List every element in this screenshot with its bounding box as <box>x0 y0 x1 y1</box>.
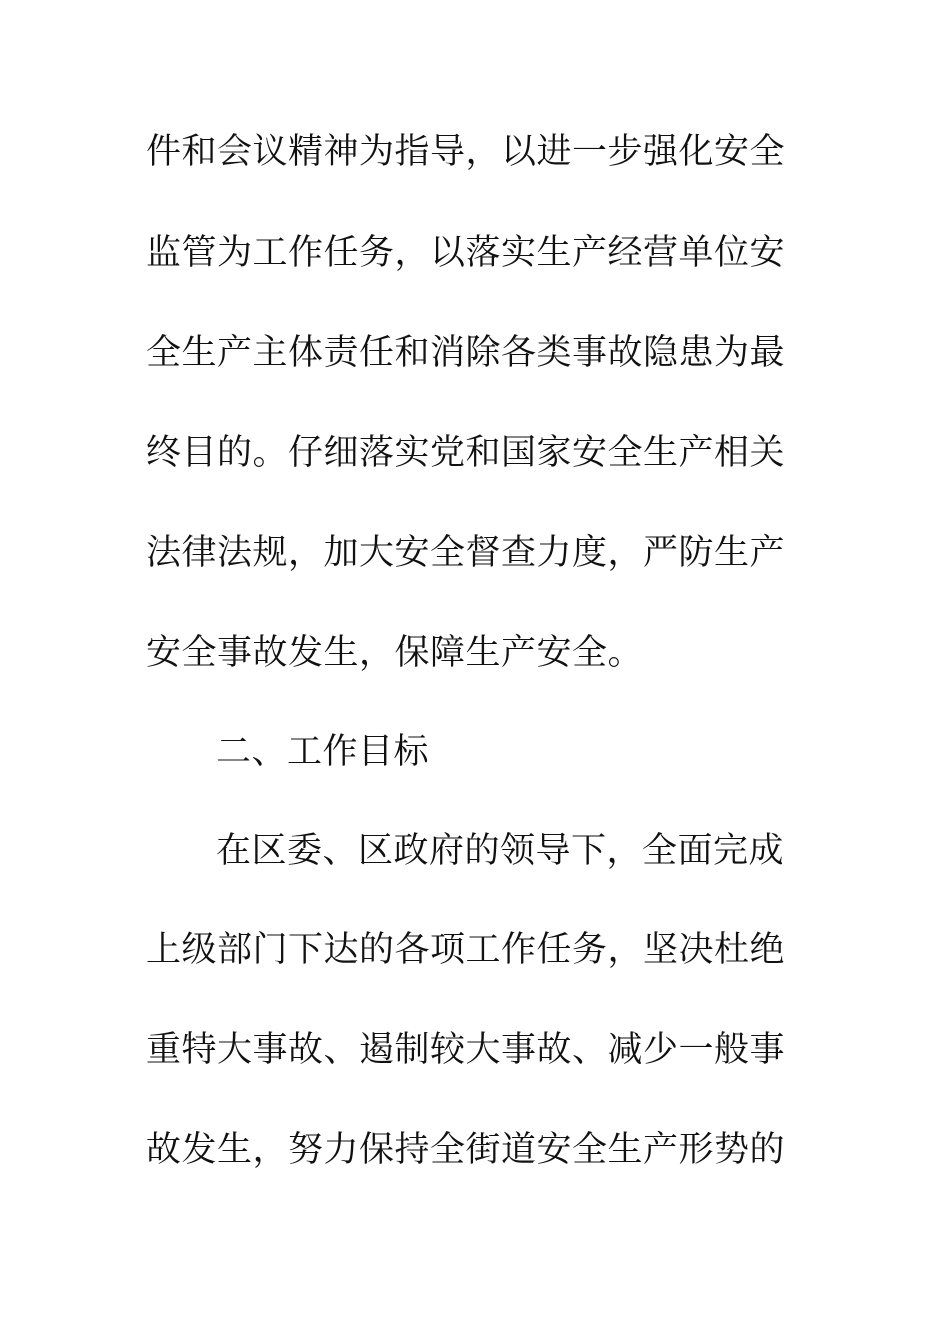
body-text-line: 终目的。仔细落实党和国家安全生产相关 <box>146 433 786 473</box>
body-text-line: 上级部门下达的各项工作任务，坚决杜绝 <box>146 930 786 970</box>
body-text-line: 故发生，努力保持全街道安全生产形势的 <box>146 1130 786 1170</box>
body-text-line: 件和会议精神为指导，以进一步强化安全 <box>146 132 786 172</box>
body-text-line: 重特大事故、遏制较大事故、减少一般事 <box>146 1030 786 1070</box>
section-heading: 二、工作目标 <box>216 732 430 772</box>
body-text-line: 法律法规，加大安全督查力度，严防生产 <box>146 533 786 573</box>
body-text-line: 安全事故发生，保障生产安全。 <box>146 633 644 673</box>
body-text-line: 在区委、区政府的领导下，全面完成 <box>216 831 785 871</box>
body-text-line: 全生产主体责任和消除各类事故隐患为最 <box>146 333 786 373</box>
body-text-line: 监管为工作任务，以落实生产经营单位安 <box>146 233 786 273</box>
